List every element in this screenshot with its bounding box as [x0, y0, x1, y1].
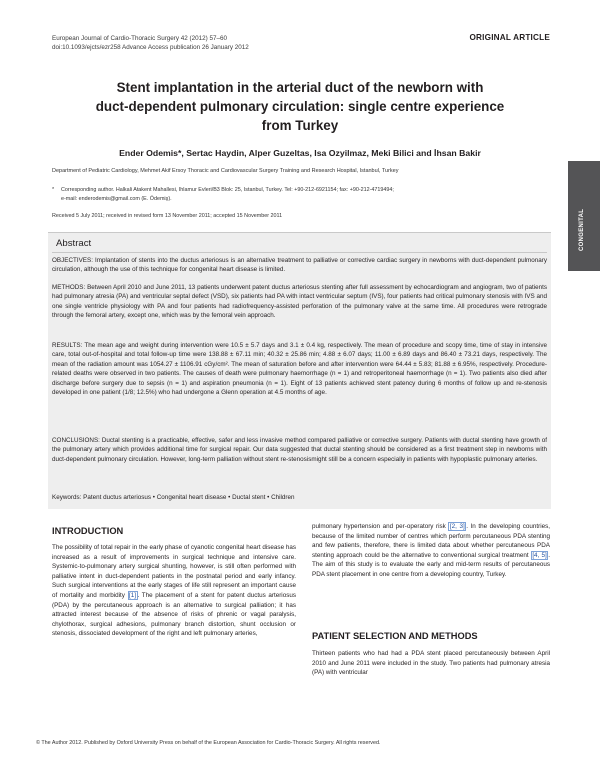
intro-text-part: . The placement of a stent for patent ductus arteriosus (PDA) by the percutaneous approach is an alternative to surgical palliation; it has attracted interest because of the absence of risks of phrenic or vagal paralysis, chylothorax, surgical adhesions, pulmonary branch distortion, shunt occlusion or stenosis, dissociated development of the right and left pulmonary arteries, — [52, 591, 297, 638]
body-text-part: . In the developing countries, because of the limited number of centres which perform percutaneous PDA stenting and few patients, therefore, there is limited data about whether percutaneous PDA stenting approach could be the alternative to conventional surgical treatment — [312, 523, 550, 559]
methods-text: Between April 2010 and June 2011, 13 patients underwent patent ductus arteriosus stenting after full assessment by echocardiogram and angiogram, two of patients had pulmonary atresia (PA) and ventricular septal defect (VSD), six patients had PA with intact ventricular septum (IVS), four patients had critical pulmonary stenosis with IVS and one single ventricle physiology with PA and four patients had radiofrequency-assisted perforation of the pulmonary valve at the same time. All procedures were retrograde through the femoral artery, except one, which was by the femoral vein approach. — [52, 284, 547, 320]
keywords-label: Keywords: — [52, 494, 82, 501]
objectives-text: Implantation of stents into the ductus arteriosus is an alternative treatment to palliative or corrective cardiac surgery in newborns with duct-dependent pulmonary circulation, although the use of this technique for congenital heart disease is limited. — [52, 257, 547, 274]
introduction-heading: INTRODUCTION — [52, 526, 124, 536]
abstract-results — [52, 341, 547, 397]
received-dates: Received 5 July 2011; received in revised form 13 November 2011; accepted 15 November 2011 — [52, 213, 283, 219]
abstract-conclusions — [52, 436, 547, 464]
results-text: The mean age and weight during intervention were 10.5 ± 5.7 days and 3.1 ± 0.4 kg, respectively. The mean of procedure and scopy time, time of stay in intensive care, total out-of-hospital and total follow-up time were 138.88 ± 67.11 min; 40.32 ± 25.86 min; 4.88 ± 6.07 days; 11.00 ± 6.89 days and 86.40 ± 73.21 days, respectively. The mean of the radiation amount was 1054.27 ± 1106.91 cGy/cm². The mean of saturation before and after intervention were 64.44 ± 5.83; 81.88 ± 6.95%, respectively. Procedure-related deaths were observed in two patients. The causes of death were pulmonary haemorrhage (n = 1) and retroperitoneal haemorrhage (n = 1). Two patients also died after discharge before surgery due to sepsis (n = 1) and aspiration pneumonia (n = 1). Eight of 13 patients achieved stent patency during 6 months of follow up and re-stenosis developed in one patient (1/8; 12.5%) who had undergone a Glenn operation at 4.5 months of age. — [52, 342, 547, 397]
correspondence-address: Corresponding author. Halkali Atakent Mahallesi, Ihlamur Evleri/B3 Blok: 25, Istanbul, Turkey. Tel: +90-212-6921154; fax: +90-212-4719494; — [61, 187, 394, 193]
journal-citation-line: European Journal of Cardio-Thoracic Surgery 42 (2012) 57–60 — [52, 35, 228, 42]
side-tab-label: CONGENITAL — [579, 208, 585, 251]
title-line: Stent implantation in the arterial duct of the newborn with — [116, 80, 484, 95]
keywords-text: Patent ductus arteriosus • Congenital heart disease • Ductal stent • Children — [81, 494, 295, 501]
citation-link[interactable]: [2, 3] — [449, 523, 465, 530]
title-line: duct-dependent pulmonary circulation: single centre experience — [95, 99, 505, 114]
affiliation: Department of Pediatric Cardiology, Mehmet Akif Ersoy Thoracic and Cardiovascular Surgery Training and Research Hospital, Istanbul, Turkey — [52, 168, 399, 174]
conclusions-label: CONCLUSIONS: — [52, 437, 100, 444]
introduction-text — [52, 543, 296, 639]
doi-line: doi:10.1093/ejcts/ezr258 Advance Access publication 26 January 2012 — [52, 44, 249, 51]
conclusions-text: Ductal stenting is a practicable, effective, safer and less invasive method compared palliative or corrective surgery. Patients with ductal stenting have growth of the pulmonary artery which provides additional time for surgical repair. Our data suggested that ductal stenting should be considered as a first treatment step in newborns with duct-dependent pulmonary circulation. However, long-term palliation without stent re-stenosismight still be a concern especially in patients with hypoplastic pulmonary arteries. — [52, 437, 547, 463]
citation-link[interactable]: [4, 5] — [532, 551, 547, 559]
section-side-tab — [568, 161, 600, 271]
keywords — [52, 494, 295, 501]
citation-link[interactable]: [1] — [129, 591, 137, 599]
copyright-footer: © The Author 2012. Published by Oxford University Press on behalf of the European Association for Cardio-Thoracic Surgery. All rights reserved. — [36, 740, 381, 746]
methods-label: METHODS: — [52, 284, 86, 291]
correspondence-email[interactable]: e-mail: enderodemis@gmail.com (E. Ödemiş). — [61, 195, 172, 202]
methods-heading: PATIENT SELECTION AND METHODS — [312, 631, 478, 641]
body-text-part: pulmonary hypertension and per-operatory risk — [312, 523, 449, 530]
abstract-heading: Abstract — [56, 238, 92, 249]
author-list: Ender Odemis*, Sertac Haydin, Alper Guzeltas, Isa Ozyilmaz, Meki Bilici and İhsan Bakir — [119, 148, 481, 158]
results-label: RESULTS: — [52, 342, 83, 349]
footnote-marker: * — [52, 187, 55, 193]
objectives-label: OBJECTIVES: — [52, 257, 93, 264]
body-text-part: . The aim of this study is to evaluate the early and mid-term results of percutaneous PDA stent placement in one centre from a developing country, Turkey. — [312, 551, 550, 578]
methods-text: Thirteen patients who had had a PDA stent placed percutaneously between April 2010 and June 2011 were included in the study. Two patients had pulmonary atresia (PA) with ventricular — [312, 650, 550, 677]
journal-citation — [52, 34, 249, 52]
paper-title — [60, 78, 540, 135]
intro-text-part: The possibility of total repair in the early phase of cyanotic congenital heart disease has increased as a result of improvements in surgical technique and intensive care. Systemic-to-pulmonary artery surgical shunting, however, is still often performed with palliative intent in duct-dependent patients in the postnatal period and early infancy. Such surgical interventions at the early stages of life still represent an important cause of mortality and morbidity — [52, 544, 296, 599]
abstract-divider — [52, 252, 547, 253]
article-type-label: ORIGINAL ARTICLE — [469, 33, 550, 42]
right-column-text — [312, 522, 550, 580]
abstract-objectives — [52, 256, 547, 275]
correspondence-note — [52, 186, 492, 203]
title-line: from Turkey — [261, 118, 339, 133]
abstract-methods — [52, 283, 547, 321]
